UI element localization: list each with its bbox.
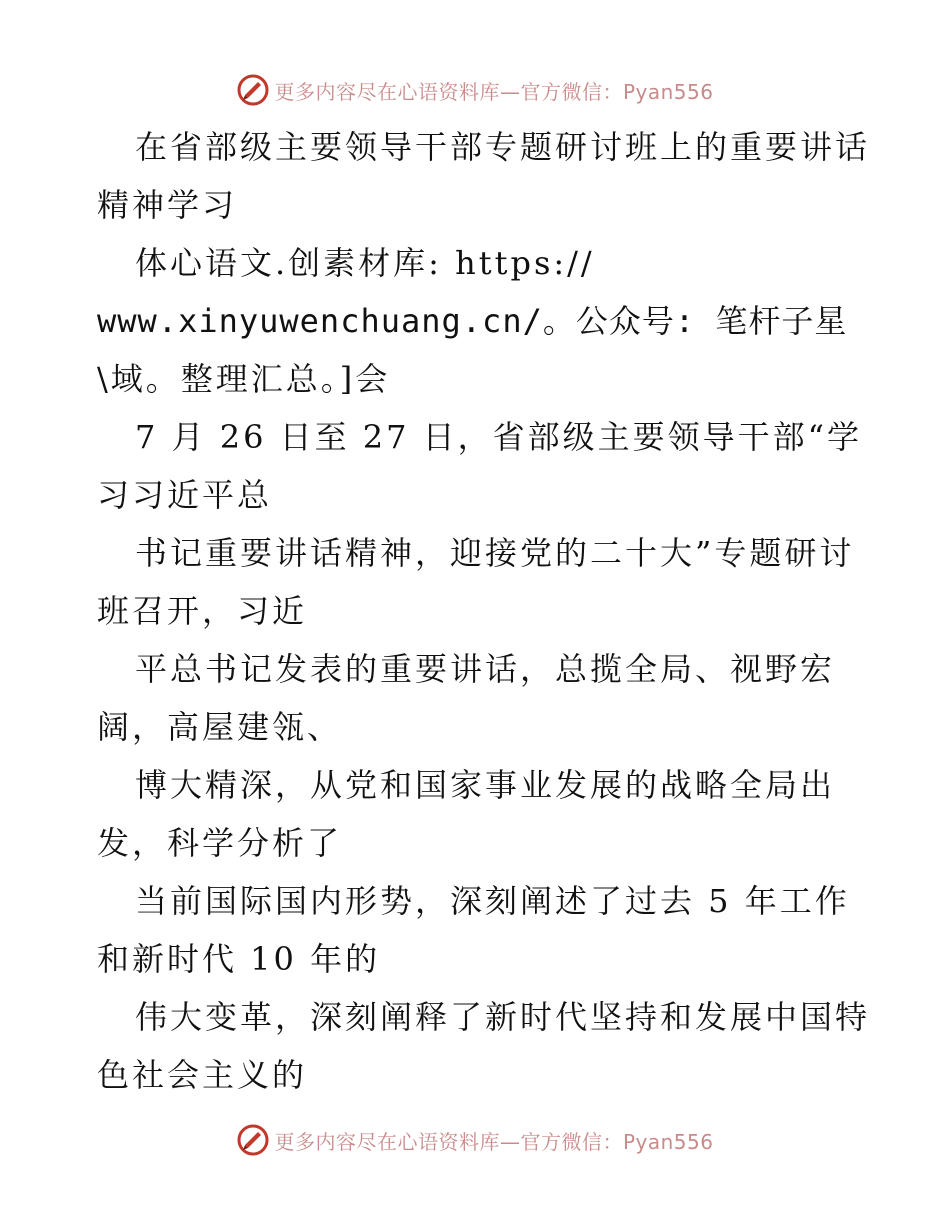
text-line: 班召开，习近 bbox=[97, 592, 308, 630]
text-line: 书记重要讲话精神，迎接党的二十大”专题研讨 bbox=[135, 534, 855, 572]
text-line: \域。整理汇总。]会 bbox=[97, 360, 391, 398]
banner-text: 更多内容尽在心语资料库—官方微信：Pyan556 bbox=[274, 79, 714, 104]
text-line: 体心语文.创素材库: https:// bbox=[135, 244, 595, 282]
text-line: 色社会主义的 bbox=[97, 1056, 308, 1094]
text-line: 发，科学分析了 bbox=[97, 824, 343, 862]
text-line: 伟大变革，深刻阐释了新时代坚持和发展中国特 bbox=[135, 998, 871, 1036]
banner-text: 更多内容尽在心语资料库—官方微信：Pyan556 bbox=[274, 1129, 714, 1154]
text-line: 精神学习 bbox=[97, 186, 238, 224]
text-line: 和新时代 10 年的 bbox=[97, 940, 381, 978]
text-line: 平总书记发表的重要讲话，总揽全局、视野宏 bbox=[135, 650, 836, 688]
brush-logo-icon bbox=[236, 73, 270, 107]
text-line: 习习近平总 bbox=[97, 476, 273, 514]
document-body bbox=[97, 118, 897, 1104]
brush-logo-icon bbox=[236, 1123, 270, 1157]
text-line: 当前国际国内形势，深刻阐述了过去 5 年工作 bbox=[135, 882, 850, 920]
header-banner bbox=[0, 70, 950, 110]
text-line: 博大精深，从党和国家事业发展的战略全局出 bbox=[135, 766, 836, 804]
text-line: www.xinyuwenchuang.cn/。公众号: 笔杆子星 bbox=[97, 302, 848, 340]
footer-banner bbox=[0, 1120, 950, 1160]
text-line: 阔，高屋建瓴、 bbox=[97, 708, 343, 746]
text-line: 在省部级主要领导干部专题研讨班上的重要讲话 bbox=[135, 128, 871, 166]
text-line: 7 月 26 日至 27 日，省部级主要领导干部“学 bbox=[135, 418, 863, 456]
